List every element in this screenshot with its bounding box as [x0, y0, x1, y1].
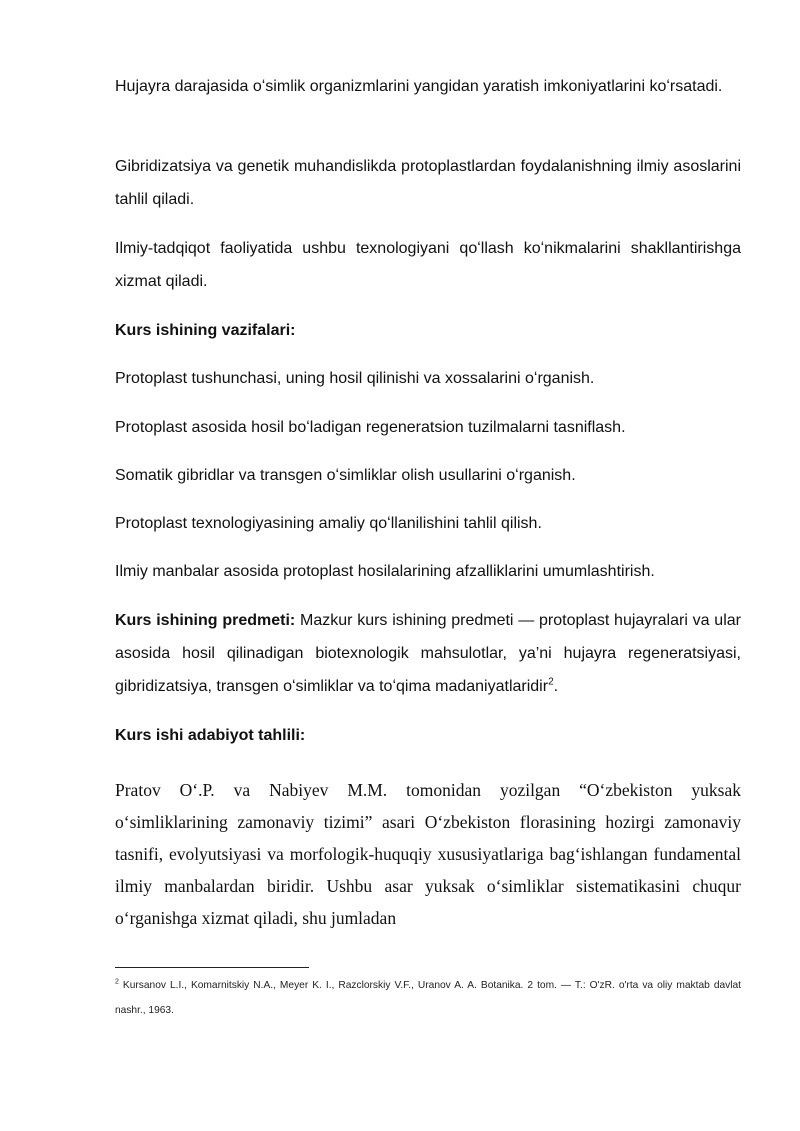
paragraph-intro-2: Gibridizatsiya va genetik muhandislikda protoplastlardan foydalanishning ilmiy asoslarini tahlil qiladi.: [115, 158, 741, 208]
subject-text: Mazkur kurs ishining predmeti — protoplast hujayralari va ular asosida hosil qilinadigan biotexnologik mahsulotlar, ya’ni hujayra regeneratsiyasi, gibridizatsiya, transgen oʻsimliklar va toʻqima madaniyatlaridir: [115, 612, 741, 695]
footnote-text: Kursanov L.I., Komarnitskiy N.A., Meyer K. I., Razclorskiy V.F., Uranov A. A. Botanika. 2 tom. — T.: O'zR. o'rta va oliy maktab davlat nashr., 1963.: [115, 980, 741, 1016]
subject-label: Kurs ishining predmeti:: [115, 612, 296, 629]
literature-paragraph: Pratov O‘.P. va Nabiyev M.M. tomonidan yozilgan “O‘zbekiston yuksak o‘simliklarining zamonaviy tizimi” asari O‘zbekiston florasining hozirgi zamonaviy tasnifi, evolyutsiyasi va morfologik-huquqiy xususiyatlariga bag‘ishlangan fundamental ilmiy manbalardan biridir. Ushbu asar yuksak o‘simliklar sistematikasini chuqur o‘rganishga xizmat qiladi, shu jumladan: [115, 780, 741, 928]
task-item-4: Protoplast texnologiyasining amaliy qoʻllanilishini tahlil qilish.: [115, 515, 542, 532]
subject-paragraph: [115, 604, 741, 703]
task-item-1: Protoplast tushunchasi, uning hosil qilinishi va xossalarini oʻrganish.: [115, 370, 595, 387]
literature-heading: Kurs ishi adabiyot tahlili:: [115, 727, 306, 744]
footnote-number: 2: [115, 978, 119, 986]
footnote-reference[interactable]: 2: [548, 676, 554, 688]
subject-end: .: [553, 678, 559, 695]
footnote-divider: [115, 967, 309, 968]
paragraph-intro-1: Hujayra darajasida oʻsimlik organizmlarini yangidan yaratish imkoniyatlarini koʻrsatadi.: [115, 78, 723, 95]
task-item-2: Protoplast asosida hosil boʻladigan regeneratsion tuzilmalarni tasniflash.: [115, 419, 626, 436]
tasks-heading: Kurs ishining vazifalari:: [115, 322, 296, 339]
footnote: [115, 973, 741, 1023]
task-item-5: Ilmiy manbalar asosida protoplast hosilalarining afzalliklarini umumlashtirish.: [115, 563, 655, 580]
paragraph-intro-3: Ilmiy-tadqiqot faoliyatida ushbu texnologiyani qoʻllash koʻnikmalarini shakllantirishga xizmat qiladi.: [115, 240, 741, 290]
task-item-3: Somatik gibridlar va transgen oʻsimliklar olish usullarini oʻrganish.: [115, 467, 576, 484]
